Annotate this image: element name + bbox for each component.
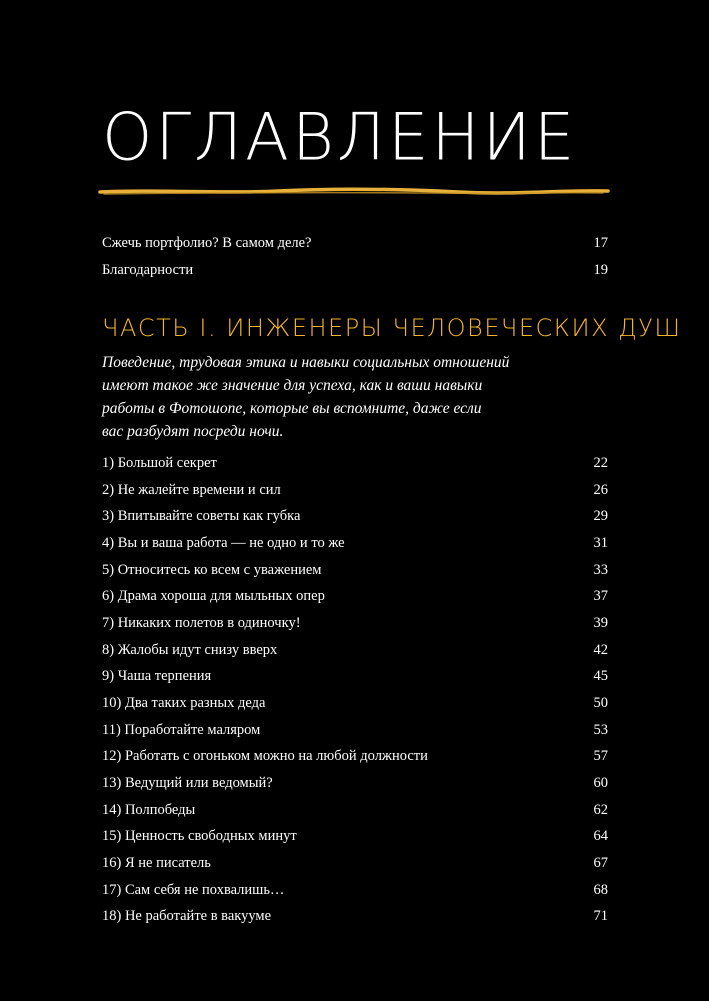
- toc-entry-front-1[interactable]: [102, 233, 608, 253]
- toc-entry-chapter-4[interactable]: [102, 533, 608, 553]
- title-underline: [98, 180, 610, 202]
- toc-entry-page: 42: [593, 642, 608, 658]
- toc-entry-page: 67: [593, 855, 608, 871]
- part-1-description-line: работы в Фотошопе, которые вы вспомните, даже если: [102, 400, 482, 417]
- toc-entry-label: 17) Сам себя не похвалишь…: [102, 882, 285, 898]
- toc-entry-page: 31: [593, 535, 608, 551]
- part-1-description-line: имеют такое же значение для успеха, как и ваши навыки: [102, 377, 483, 394]
- toc-entry-label: 14) Полпобеды: [102, 802, 196, 818]
- toc-entry-page: 60: [593, 775, 608, 791]
- part-1-description-line: вас разбудят посреди ночи.: [102, 423, 284, 440]
- toc-entry-label: 13) Ведущий или ведомый?: [102, 775, 273, 791]
- part-1-heading: ЧАСТЬ I. ИНЖЕНЕРЫ ЧЕЛОВЕЧЕСКИХ ДУШ: [102, 314, 682, 342]
- toc-title: ОГЛАВЛЕНИЕ: [102, 100, 578, 176]
- toc-entry-chapter-18[interactable]: [102, 906, 608, 926]
- toc-entry-chapter-2[interactable]: [102, 480, 608, 500]
- toc-entry-chapter-11[interactable]: [102, 720, 608, 740]
- part-1-description-line: Поведение, трудовая этика и навыки социальных отношений: [102, 354, 510, 371]
- toc-entry-label: 3) Впитывайте советы как губка: [102, 508, 301, 524]
- toc-entry-page: 29: [593, 508, 608, 524]
- toc-entry-page: 19: [593, 262, 608, 278]
- toc-entry-label: 6) Драма хороша для мыльных опер: [102, 588, 325, 604]
- toc-entry-page: 45: [593, 668, 608, 684]
- toc-entry-label: 16) Я не писатель: [102, 855, 211, 871]
- toc-entry-chapter-7[interactable]: [102, 613, 608, 633]
- toc-entry-chapter-1[interactable]: [102, 453, 608, 473]
- toc-entry-page: 39: [593, 615, 608, 631]
- toc-entry-label: 5) Относитесь ко всем с уважением: [102, 562, 322, 578]
- part-1-description: [102, 351, 582, 443]
- toc-entry-page: 53: [593, 722, 608, 738]
- toc-entry-label: 4) Вы и ваша работа — не одно и то же: [102, 535, 345, 551]
- toc-entry-page: 33: [593, 562, 608, 578]
- toc-entry-page: 71: [593, 908, 608, 924]
- toc-entry-label: 8) Жалобы идут снизу вверх: [102, 642, 278, 658]
- toc-entry-label: 1) Большой секрет: [102, 455, 217, 471]
- toc-entry-label: 15) Ценность свободных минут: [102, 828, 297, 844]
- toc-entry-label: 2) Не жалейте времени и сил: [102, 482, 281, 498]
- toc-entry-page: 62: [593, 802, 608, 818]
- toc-entry-chapter-13[interactable]: [102, 773, 608, 793]
- toc-entry-chapter-9[interactable]: [102, 666, 608, 686]
- title-underline-stroke-2: [104, 193, 603, 194]
- toc-entry-label: Благодарности: [102, 262, 194, 278]
- toc-entry-page: 17: [593, 235, 608, 251]
- toc-entry-chapter-16[interactable]: [102, 853, 608, 873]
- toc-entry-front-2[interactable]: [102, 260, 608, 280]
- toc-entry-chapter-14[interactable]: [102, 800, 608, 820]
- toc-entry-chapter-6[interactable]: [102, 586, 608, 606]
- toc-entry-label: 10) Два таких разных деда: [102, 695, 266, 711]
- toc-entry-label: 11) Поработайте маляром: [102, 722, 261, 738]
- toc-entry-label: 9) Чаша терпения: [102, 668, 212, 684]
- toc-entry-chapter-15[interactable]: [102, 826, 608, 846]
- toc-entry-label: 18) Не работайте в вакууме: [102, 908, 272, 924]
- toc-entry-chapter-3[interactable]: [102, 506, 608, 526]
- toc-entry-label: Сжечь портфолио? В самом деле?: [102, 235, 312, 251]
- toc-entry-label: 12) Работать с огоньком можно на любой должности: [102, 748, 428, 764]
- toc-entry-chapter-10[interactable]: [102, 693, 608, 713]
- toc-entry-page: 22: [593, 455, 608, 471]
- toc-entry-page: 68: [593, 882, 608, 898]
- toc-entry-label: 7) Никаких полетов в одиночку!: [102, 615, 301, 631]
- toc-entry-chapter-5[interactable]: [102, 560, 608, 580]
- toc-entry-chapter-17[interactable]: [102, 880, 608, 900]
- toc-entry-page: 57: [593, 748, 608, 764]
- toc-entry-chapter-8[interactable]: [102, 640, 608, 660]
- toc-entry-page: 26: [593, 482, 608, 498]
- toc-entry-page: 50: [593, 695, 608, 711]
- toc-entry-page: 64: [593, 828, 608, 844]
- toc-entry-page: 37: [593, 588, 608, 604]
- toc-entry-chapter-12[interactable]: [102, 746, 608, 766]
